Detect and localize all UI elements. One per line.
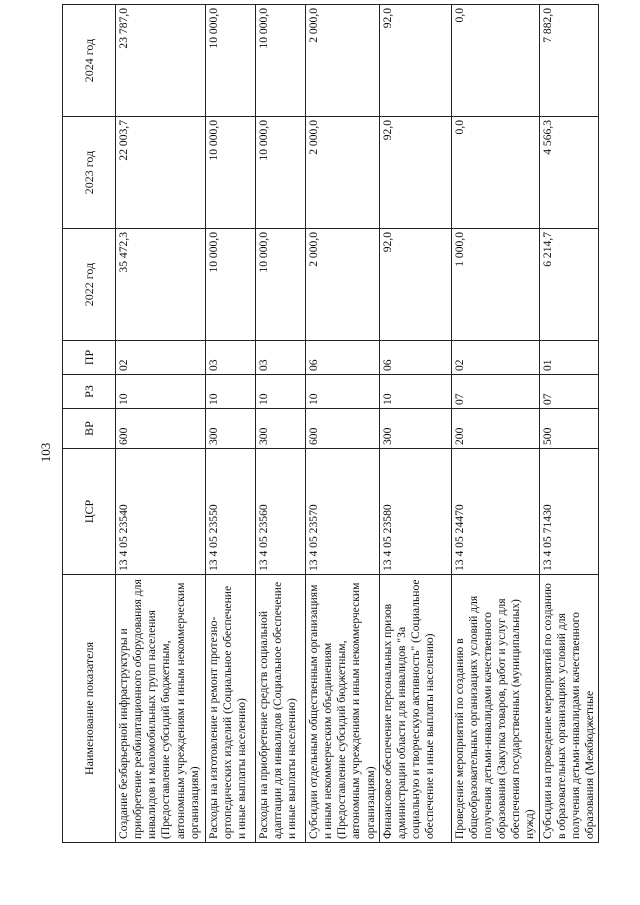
header-csr: ЦСР <box>63 449 116 575</box>
cell-2023: 10 000,0 <box>206 117 256 229</box>
cell-vr: 200 <box>451 409 539 449</box>
cell-2022: 10 000,0 <box>206 229 256 341</box>
cell-csr: 13 4 05 24470 <box>451 449 539 575</box>
cell-2024: 0,0 <box>451 5 539 117</box>
header-2023: 2023 год <box>63 117 116 229</box>
cell-vr: 300 <box>379 409 451 449</box>
cell-rz: 07 <box>451 375 539 409</box>
cell-2023: 10 000,0 <box>256 117 306 229</box>
cell-name: Проведение мероприятий по созданию в общеобразовательных организациях условий для получения детьми-инвалидами качественного образования (Закупка товаров, работ и услуг для обеспечения государственных (муниципальных) нужд) <box>451 575 539 843</box>
cell-name: Субсидии отдельным общественным организациям и иным некоммерческим объединениям (Предоставление субсидий бюджетным, автономным учреждениям и иным некоммерческим организациям) <box>306 575 380 843</box>
cell-csr: 13 4 05 23550 <box>206 449 256 575</box>
cell-2024: 7 882,0 <box>539 5 599 117</box>
cell-vr: 600 <box>116 409 206 449</box>
cell-pr: 06 <box>379 341 451 375</box>
cell-2024: 10 000,0 <box>256 5 306 117</box>
cell-pr: 03 <box>206 341 256 375</box>
header-pr: ПР <box>63 341 116 375</box>
cell-pr: 02 <box>451 341 539 375</box>
table-row <box>451 5 539 843</box>
cell-name: Расходы на приобретение средств социальной адаптации для инвалидов (Социальное обеспечение и иные выплаты населению) <box>256 575 306 843</box>
cell-2022: 92,0 <box>379 229 451 341</box>
header-rz: РЗ <box>63 375 116 409</box>
budget-table <box>62 4 599 843</box>
cell-pr: 01 <box>539 341 599 375</box>
cell-rz: 10 <box>306 375 380 409</box>
page-number: 103 <box>38 442 53 463</box>
cell-2022: 1 000,0 <box>451 229 539 341</box>
cell-pr: 06 <box>306 341 380 375</box>
cell-pr: 02 <box>116 341 206 375</box>
cell-rz: 10 <box>379 375 451 409</box>
cell-2022: 10 000,0 <box>256 229 306 341</box>
table-row <box>306 5 380 843</box>
cell-vr: 600 <box>306 409 380 449</box>
table-row <box>539 5 599 843</box>
header-name: Наименование показателя <box>63 575 116 843</box>
cell-2024: 10 000,0 <box>206 5 256 117</box>
header-vr: ВР <box>63 409 116 449</box>
cell-csr: 13 4 05 71430 <box>539 449 599 575</box>
cell-2022: 35 472,3 <box>116 229 206 341</box>
cell-2022: 6 214,7 <box>539 229 599 341</box>
cell-csr: 13 4 05 23540 <box>116 449 206 575</box>
table-body <box>116 5 599 843</box>
cell-name: Расходы на изготовление и ремонт протезно-ортопедических изделий (Социальное обеспечение и иные выплаты населению) <box>206 575 256 843</box>
cell-rz: 10 <box>256 375 306 409</box>
cell-2023: 92,0 <box>379 117 451 229</box>
cell-2024: 23 787,0 <box>116 5 206 117</box>
table-header <box>63 5 116 843</box>
cell-csr: 13 4 05 23580 <box>379 449 451 575</box>
header-2024: 2024 год <box>63 5 116 117</box>
cell-2024: 2 000,0 <box>306 5 380 117</box>
cell-2023: 4 566,3 <box>539 117 599 229</box>
cell-name: Субсидии на проведение мероприятий по созданию в образовательных организациях условий для получения детьми-инвалидами качественного образования (Межбюджетные <box>539 575 599 843</box>
cell-rz: 10 <box>116 375 206 409</box>
header-row <box>63 5 116 843</box>
table-row <box>206 5 256 843</box>
table-row <box>116 5 206 843</box>
cell-vr: 300 <box>206 409 256 449</box>
table-row <box>256 5 306 843</box>
cell-pr: 03 <box>256 341 306 375</box>
cell-vr: 300 <box>256 409 306 449</box>
cell-csr: 13 4 05 23570 <box>306 449 380 575</box>
cell-2023: 2 000,0 <box>306 117 380 229</box>
cell-name: Создание безбарьерной инфраструктуры и приобретение реабилитационного оборудования для инвалидов и маломобильных групп населения (Предоставление субсидий бюджетным, автономным учреждениям и иным некоммерческим организациям) <box>116 575 206 843</box>
cell-csr: 13 4 05 23560 <box>256 449 306 575</box>
table-row <box>379 5 451 843</box>
cell-vr: 500 <box>539 409 599 449</box>
cell-2023: 22 003,7 <box>116 117 206 229</box>
header-2022: 2022 год <box>63 229 116 341</box>
cell-2024: 92,0 <box>379 5 451 117</box>
cell-rz: 10 <box>206 375 256 409</box>
cell-name: Финансовое обеспечение персональных призов администрации области для инвалидов "За социальную и творческую активность" (Социальное обеспечение и иные выплаты населению) <box>379 575 451 843</box>
cell-2023: 0,0 <box>451 117 539 229</box>
cell-rz: 07 <box>539 375 599 409</box>
cell-2022: 2 000,0 <box>306 229 380 341</box>
